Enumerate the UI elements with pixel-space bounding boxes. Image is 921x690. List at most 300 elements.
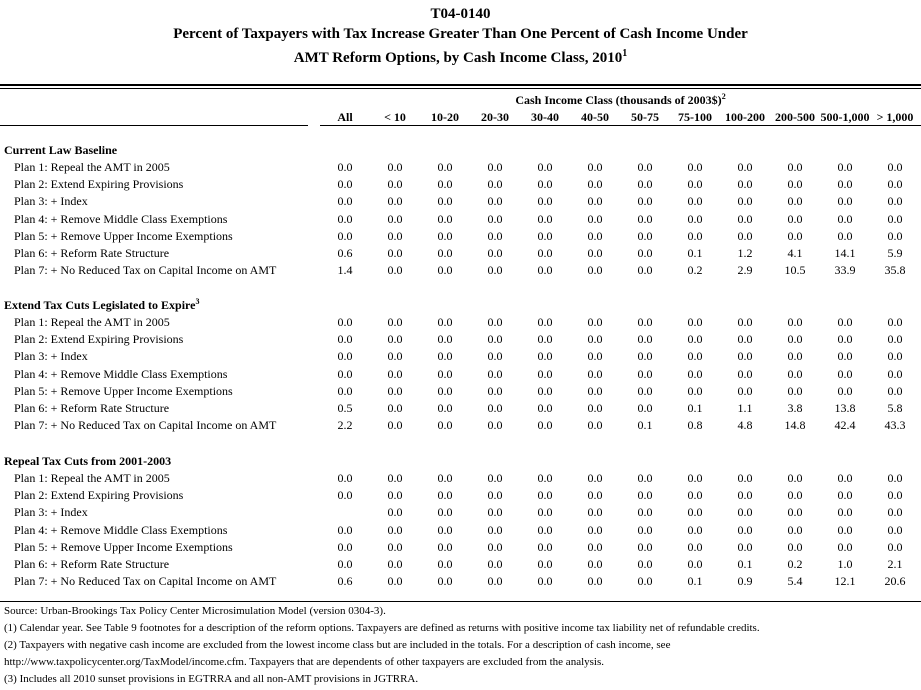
- table-cell: 0.0: [637, 263, 653, 278]
- column-group-label: Cash Income Class (thousands of 2003$): [515, 93, 722, 107]
- table-cell: 0.0: [887, 366, 903, 381]
- table-row: [0, 176, 921, 193]
- row-label: Plan 7: + No Reduced Tax on Capital Income on AMT: [14, 263, 277, 278]
- table-row: [0, 400, 921, 417]
- table-cell: 0.0: [487, 315, 503, 329]
- table-cell: 0.0: [637, 401, 653, 415]
- table-cell: 0.0: [587, 315, 603, 329]
- table-cell: 0.0: [437, 177, 453, 192]
- table-cell: 4.1: [787, 246, 803, 260]
- table-cell: 0.0: [437, 557, 453, 571]
- table-cell: 0.0: [537, 522, 553, 537]
- table-cell: 0.0: [537, 228, 553, 243]
- stub-header-rule: [0, 125, 308, 126]
- table-cell: 0.0: [787, 315, 803, 329]
- table-cell: 0.0: [887, 228, 903, 243]
- table-cell: 0.0: [487, 557, 503, 571]
- table-cell: 0.0: [587, 349, 603, 364]
- row-label: Plan 2: Extend Expiring Provisions: [14, 332, 184, 347]
- table-cell: 0.0: [687, 366, 703, 381]
- table-cell: 0.0: [387, 263, 403, 278]
- table-row: [0, 314, 921, 331]
- table-cell: 0.0: [587, 539, 603, 554]
- table-row: [0, 556, 921, 573]
- table-cell: 0.0: [637, 315, 653, 329]
- table-cell: 0.0: [437, 332, 453, 347]
- table-cell: 0.0: [387, 505, 403, 520]
- table-cell: 0.0: [687, 557, 703, 571]
- table-cell: 0.0: [337, 539, 353, 554]
- table-cell: 0.0: [337, 160, 353, 174]
- table-cell: 0.0: [837, 194, 853, 209]
- table-cell: 0.0: [587, 332, 603, 347]
- table-cell: 0.0: [587, 263, 603, 278]
- table-cell: 0.0: [637, 505, 653, 520]
- table-cell: 0.0: [437, 211, 453, 226]
- table-cell: 0.0: [887, 177, 903, 192]
- table-cell: 0.0: [687, 539, 703, 554]
- table-cell: 0.0: [787, 471, 803, 485]
- row-label: Plan 7: + No Reduced Tax on Capital Income on AMT: [14, 418, 277, 433]
- table-row: [0, 383, 921, 400]
- table-cell: 5.4: [787, 574, 803, 589]
- table-cell: 0.0: [487, 522, 503, 537]
- row-label: Plan 4: + Remove Middle Class Exemptions: [14, 366, 228, 381]
- table-cell: 0.0: [387, 574, 403, 589]
- table-cell: 0.0: [637, 211, 653, 226]
- row-label: Plan 6: + Reform Rate Structure: [14, 246, 170, 260]
- table-cell: 0.0: [687, 160, 703, 174]
- table-cell: 0.0: [537, 349, 553, 364]
- table-cell: 0.0: [787, 177, 803, 192]
- table-cell: 0.0: [537, 401, 553, 415]
- table-cell: 0.0: [437, 505, 453, 520]
- table-cell: 0.0: [487, 539, 503, 554]
- table-cell: 0.0: [637, 194, 653, 209]
- table-cell: 0.0: [637, 366, 653, 381]
- table-cell: 0.0: [337, 211, 353, 226]
- table-cell: 0.0: [587, 160, 603, 174]
- table-cell: 0.0: [587, 488, 603, 503]
- table-cell: 0.0: [787, 539, 803, 554]
- table-cell: 0.0: [837, 211, 853, 226]
- table-cell: 0.0: [737, 366, 753, 381]
- table-cell: 0.0: [837, 228, 853, 243]
- table-cell: 0.0: [737, 505, 753, 520]
- table-row: [0, 159, 921, 176]
- table-cell: 0.0: [437, 349, 453, 364]
- table-cell: 0.0: [887, 522, 903, 537]
- table-cell: 0.0: [437, 522, 453, 537]
- column-header: < 10: [384, 110, 406, 124]
- table-cell: 0.1: [687, 246, 703, 260]
- table-cell: 0.0: [337, 522, 353, 537]
- table-cell: 0.0: [687, 522, 703, 537]
- table-row: [0, 211, 921, 228]
- row-label: Plan 4: + Remove Middle Class Exemptions: [14, 522, 228, 537]
- bottom-rule: [0, 601, 921, 602]
- row-label: Plan 3: + Index: [14, 194, 88, 209]
- table-cell: 0.0: [587, 177, 603, 192]
- table-cell: 0.0: [587, 574, 603, 589]
- table-cell: 0.0: [687, 349, 703, 364]
- table-cell: 0.0: [837, 522, 853, 537]
- table-cell: 0.0: [737, 194, 753, 209]
- table-cell: 0.0: [537, 246, 553, 260]
- table-row: [0, 539, 921, 556]
- table-cell: 0.0: [537, 557, 553, 571]
- table-cell: 0.0: [337, 471, 353, 485]
- table-row: [0, 366, 921, 383]
- table-cell: 0.0: [637, 228, 653, 243]
- table-cell: 0.0: [637, 488, 653, 503]
- footnote: (2) Taxpayers with negative cash income are excluded from the lowest income class but are included in the totals. For a description of cash income, see: [4, 639, 671, 651]
- table-cell: 0.0: [437, 418, 453, 433]
- table-cell: 0.0: [737, 539, 753, 554]
- footnote: http://www.taxpolicycenter.org/TaxModel/income.cfm. Taxpayers that are dependents of other taxpayers are excluded from the analysis.: [4, 656, 604, 668]
- table-cell: 0.0: [887, 383, 903, 398]
- table-cell: 0.0: [487, 211, 503, 226]
- column-header: 500-1,000: [820, 110, 870, 124]
- table-cell: 10.5: [784, 263, 806, 278]
- table-cell: 20.6: [884, 574, 906, 589]
- table-cell: 3.8: [787, 401, 803, 415]
- table-cell: 0.0: [387, 539, 403, 554]
- section-title-text: Extend Tax Cuts Legislated to Expire: [4, 298, 196, 312]
- table-cell: 0.0: [437, 366, 453, 381]
- table-cell: 0.0: [487, 574, 503, 589]
- table-cell: 0.0: [737, 383, 753, 398]
- table-title-line-1: Percent of Taxpayers with Tax Increase Greater Than One Percent of Cash Income Under: [173, 26, 748, 42]
- table-cell: 0.0: [787, 349, 803, 364]
- table-cell: 0.0: [587, 211, 603, 226]
- table-cell: 0.0: [737, 488, 753, 503]
- table-title-line-2: [0, 47, 921, 69]
- table-cell: 0.0: [437, 383, 453, 398]
- table-cell: 0.0: [737, 522, 753, 537]
- section-title: [4, 298, 199, 312]
- column-header: 30-40: [531, 110, 559, 124]
- table-cell: 0.0: [487, 505, 503, 520]
- table-cell: 0.0: [487, 332, 503, 347]
- table-cell: 0.0: [837, 505, 853, 520]
- table-cell: 0.0: [637, 557, 653, 571]
- table-cell: 0.1: [687, 401, 703, 415]
- table-cell: 0.2: [687, 263, 703, 278]
- column-header: All: [337, 110, 353, 124]
- table-cell: 0.0: [387, 332, 403, 347]
- table-cell: 0.0: [837, 383, 853, 398]
- table-cell: 0.0: [637, 246, 653, 260]
- top-rule: [0, 84, 921, 87]
- table-cell: 0.0: [437, 539, 453, 554]
- table-cell: 0.0: [637, 471, 653, 485]
- table-cell: 0.0: [487, 383, 503, 398]
- table-cell: 2.1: [887, 557, 903, 571]
- table-cell: 0.0: [337, 315, 353, 329]
- table-cell: 0.0: [737, 349, 753, 364]
- table-cell: 43.3: [884, 418, 906, 433]
- table-cell: 0.0: [487, 488, 503, 503]
- table-cell: 0.0: [337, 228, 353, 243]
- table-id: T04-0140: [430, 6, 491, 22]
- table-cell: 0.0: [387, 383, 403, 398]
- table-cell: 0.0: [787, 332, 803, 347]
- table-cell: 0.0: [787, 366, 803, 381]
- table-cell: 0.0: [837, 539, 853, 554]
- table-cell: 0.0: [437, 471, 453, 485]
- table-cell: 0.0: [687, 228, 703, 243]
- table-cell: 0.0: [537, 539, 553, 554]
- table-cell: 0.0: [537, 505, 553, 520]
- table-cell: 0.0: [637, 539, 653, 554]
- table-cell: 0.0: [537, 211, 553, 226]
- table-cell: 0.0: [487, 401, 503, 415]
- source-note: Source: Urban-Brookings Tax Policy Center Microsimulation Model (version 0304-3).: [4, 605, 386, 617]
- table-cell: 0.0: [887, 315, 903, 329]
- table-cell: 0.0: [487, 349, 503, 364]
- table-cell: 0.0: [537, 418, 553, 433]
- table-cell: 0.0: [387, 522, 403, 537]
- row-label: Plan 6: + Reform Rate Structure: [14, 401, 170, 415]
- table-cell: 42.4: [834, 418, 856, 433]
- table-cell: 0.0: [537, 332, 553, 347]
- table-cell: 0.0: [337, 366, 353, 381]
- table-cell: 0.0: [837, 471, 853, 485]
- table-cell: 0.0: [687, 488, 703, 503]
- table-cell: 0.0: [537, 194, 553, 209]
- table-cell: 0.0: [387, 211, 403, 226]
- table-cell: 0.0: [837, 177, 853, 192]
- table-cell: 0.0: [387, 488, 403, 503]
- table-cell: 0.0: [387, 160, 403, 174]
- table-cell: 0.0: [587, 522, 603, 537]
- row-label: Plan 2: Extend Expiring Provisions: [14, 177, 184, 192]
- table-row: [0, 331, 921, 348]
- table-cell: 1.0: [837, 557, 853, 571]
- table-cell: 0.0: [337, 332, 353, 347]
- row-label: Plan 5: + Remove Upper Income Exemptions: [14, 228, 233, 243]
- table-cell: 0.0: [537, 177, 553, 192]
- columns-header-rule: [320, 125, 921, 126]
- table-cell: 0.0: [837, 160, 853, 174]
- table-cell: 2.2: [337, 418, 353, 433]
- table-row: [0, 522, 921, 539]
- column-header: 10-20: [431, 110, 459, 124]
- table-cell: 0.0: [637, 160, 653, 174]
- table-cell: 0.0: [487, 160, 503, 174]
- table-cell: 0.0: [487, 263, 503, 278]
- row-label: Plan 7: + No Reduced Tax on Capital Income on AMT: [14, 574, 277, 589]
- table-cell: 1.4: [337, 263, 353, 278]
- row-label: Plan 5: + Remove Upper Income Exemptions: [14, 383, 233, 398]
- table-cell: 0.0: [437, 574, 453, 589]
- column-header: 100-200: [725, 110, 765, 124]
- table-cell: 0.6: [337, 246, 353, 260]
- table-cell: 0.0: [887, 332, 903, 347]
- table-cell: 0.0: [887, 194, 903, 209]
- table-row: [0, 228, 921, 245]
- table-cell: 0.0: [487, 194, 503, 209]
- table-cell: 0.0: [837, 332, 853, 347]
- table-cell: 0.0: [387, 246, 403, 260]
- table-cell: 0.2: [787, 557, 803, 571]
- table-cell: 0.0: [337, 488, 353, 503]
- table-cell: 0.0: [387, 557, 403, 571]
- table-cell: 0.0: [637, 522, 653, 537]
- table-cell: 0.0: [737, 211, 753, 226]
- table-cell: 0.0: [537, 366, 553, 381]
- table-cell: 0.0: [687, 332, 703, 347]
- table-cell: 0.0: [487, 228, 503, 243]
- section-title-text: Current Law Baseline: [4, 143, 118, 157]
- table-cell: 2.9: [737, 263, 753, 278]
- table-cell: 0.0: [887, 539, 903, 554]
- table-row: [0, 262, 921, 279]
- column-header: 200-500: [775, 110, 815, 124]
- table-cell: 0.0: [437, 160, 453, 174]
- column-group-header: [320, 93, 921, 107]
- table-cell: 0.0: [337, 177, 353, 192]
- column-group-footnote-ref: 2: [721, 92, 726, 101]
- table-cell: 0.0: [587, 418, 603, 433]
- table-cell: 0.0: [787, 505, 803, 520]
- table-cell: 0.0: [437, 246, 453, 260]
- table-cell: 14.8: [784, 418, 806, 433]
- table-cell: 0.0: [587, 246, 603, 260]
- footnote: (1) Calendar year. See Table 9 footnotes for a description of the reform options. Taxpayers are defined as returns with positive income tax liability net of refundable credits.: [4, 622, 760, 634]
- table-cell: 0.0: [887, 349, 903, 364]
- table-cell: 0.0: [837, 488, 853, 503]
- table-cell: 0.0: [587, 383, 603, 398]
- table-row: [0, 573, 921, 590]
- section-title-text: Repeal Tax Cuts from 2001-2003: [4, 454, 172, 468]
- table-cell: 0.0: [737, 471, 753, 485]
- table-cell: 0.1: [687, 574, 703, 589]
- table-cell: 0.1: [737, 557, 753, 571]
- title-footnote-ref: 1: [622, 48, 628, 59]
- table-cell: 0.0: [637, 574, 653, 589]
- table-cell: 0.0: [737, 177, 753, 192]
- table-cell: 0.0: [687, 315, 703, 329]
- table-cell: 0.0: [737, 160, 753, 174]
- table-cell: 0.0: [687, 211, 703, 226]
- table-cell: 0.0: [387, 471, 403, 485]
- table-row: [0, 504, 921, 521]
- row-label: Plan 4: + Remove Middle Class Exemptions: [14, 211, 228, 226]
- table-cell: 0.0: [887, 160, 903, 174]
- table-cell: 0.0: [587, 471, 603, 485]
- table-cell: 0.0: [887, 211, 903, 226]
- table-cell: 0.0: [687, 177, 703, 192]
- table-cell: 0.0: [437, 315, 453, 329]
- row-label: Plan 1: Repeal the AMT in 2005: [14, 160, 170, 174]
- table-cell: 0.0: [587, 194, 603, 209]
- table-row: [0, 417, 921, 434]
- table-cell: 0.0: [437, 228, 453, 243]
- table-cell: 0.5: [337, 401, 353, 415]
- table-cell: 0.0: [587, 401, 603, 415]
- table-cell: 0.0: [487, 418, 503, 433]
- table-cell: 0.0: [437, 194, 453, 209]
- row-label: Plan 1: Repeal the AMT in 2005: [14, 471, 170, 485]
- table-cell: 0.0: [837, 315, 853, 329]
- table-cell: 0.0: [537, 315, 553, 329]
- row-label: Plan 5: + Remove Upper Income Exemptions: [14, 539, 233, 554]
- column-headers: [320, 110, 921, 124]
- row-label: Plan 3: + Index: [14, 505, 88, 520]
- table-row: [0, 470, 921, 487]
- table-cell: 0.8: [687, 418, 703, 433]
- table-cell: 0.0: [487, 177, 503, 192]
- table-cell: 0.0: [337, 383, 353, 398]
- table-cell: 0.0: [637, 383, 653, 398]
- table-cell: 0.0: [787, 211, 803, 226]
- table-cell: 0.0: [887, 488, 903, 503]
- table-title-text: AMT Reform Options, by Cash Income Class, 2010: [293, 50, 623, 66]
- table-cell: 0.0: [787, 522, 803, 537]
- table-cell: 1.2: [737, 246, 753, 260]
- table-cell: 0.0: [537, 383, 553, 398]
- table-cell: 0.0: [837, 366, 853, 381]
- table-cell: 0.0: [387, 418, 403, 433]
- table-cell: 0.0: [687, 471, 703, 485]
- table-cell: 0.0: [387, 194, 403, 209]
- section-title: [4, 143, 117, 157]
- table-cell: 5.9: [887, 246, 903, 260]
- table-cell: 0.0: [637, 349, 653, 364]
- row-label: Plan 1: Repeal the AMT in 2005: [14, 315, 170, 329]
- table-cell: 0.0: [687, 383, 703, 398]
- table-cell: 0.0: [787, 383, 803, 398]
- table-row: [0, 245, 921, 262]
- table-cell: 33.9: [834, 263, 856, 278]
- table-cell: 0.6: [337, 574, 353, 589]
- table-cell: 0.0: [337, 349, 353, 364]
- section-title: [4, 454, 171, 468]
- column-header: 20-30: [481, 110, 509, 124]
- table-cell: 0.0: [837, 349, 853, 364]
- table-row: [0, 348, 921, 365]
- table-cell: 0.0: [337, 557, 353, 571]
- table-cell: 0.0: [537, 471, 553, 485]
- table-cell: 0.0: [587, 366, 603, 381]
- table-cell: 1.1: [737, 401, 753, 415]
- table-cell: 0.0: [787, 488, 803, 503]
- row-label: Plan 6: + Reform Rate Structure: [14, 557, 170, 571]
- table-cell: 0.0: [587, 557, 603, 571]
- table-cell: 0.9: [737, 574, 753, 589]
- top-rule-inner: [0, 88, 921, 89]
- table-cell: 0.0: [387, 349, 403, 364]
- table-cell: 0.0: [887, 471, 903, 485]
- table-cell: 0.0: [437, 401, 453, 415]
- row-label: Plan 2: Extend Expiring Provisions: [14, 488, 184, 503]
- table-cell: 12.1: [834, 574, 856, 589]
- table-row: [0, 487, 921, 504]
- table-cell: 0.0: [737, 228, 753, 243]
- footnote: (3) Includes all 2010 sunset provisions in EGTRRA and all non-AMT provisions in JGTRRA.: [4, 673, 419, 685]
- table-cell: 0.0: [537, 574, 553, 589]
- column-header: 40-50: [581, 110, 609, 124]
- table-cell: 0.0: [787, 228, 803, 243]
- column-header: 75-100: [678, 110, 712, 124]
- table-cell: 0.0: [637, 332, 653, 347]
- table-cell: 0.0: [437, 263, 453, 278]
- table-cell: 0.0: [787, 194, 803, 209]
- table-cell: 0.0: [887, 505, 903, 520]
- table-cell: 13.8: [834, 401, 856, 415]
